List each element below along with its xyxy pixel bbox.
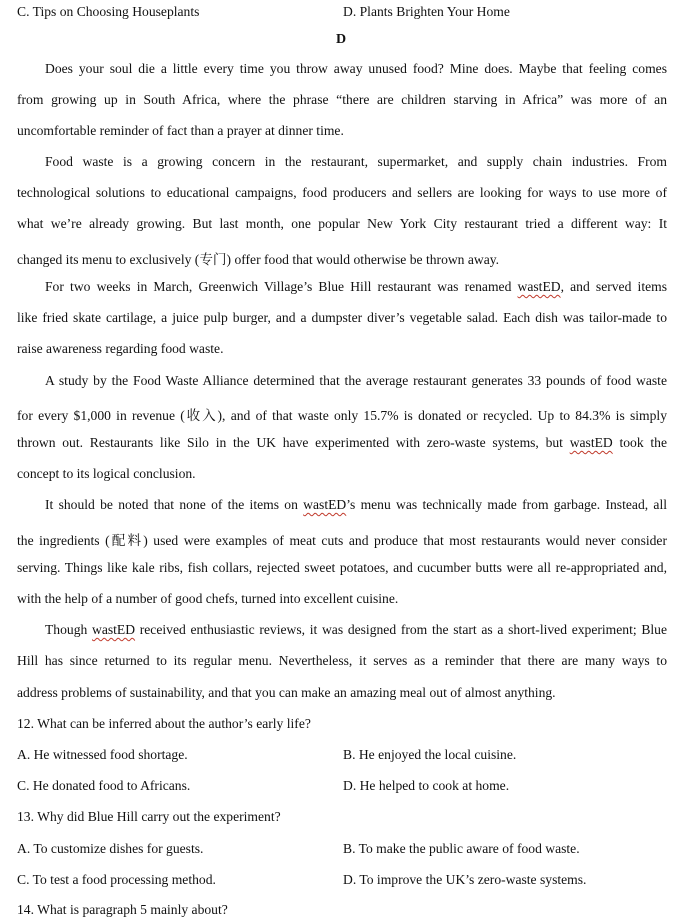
p2-line4: changed its menu to exclusively (专门) offer food that would otherwise be thrown away.	[17, 252, 500, 267]
question-12-option-a[interactable]: A. He witnessed food shortage.	[17, 747, 188, 762]
wasted-term: wastED	[92, 622, 136, 637]
p3-line1: For two weeks in March, Greenwich Village’s Blue Hill restaurant was renamed wastED, and served items	[45, 279, 667, 294]
p2-line3: what we’re already growing. But last month, one popular New York City restaurant tried a different way: It	[17, 216, 667, 231]
p5-line2: the ingredients (配料) used were examples of meat cuts and produce that most restaurants would never consider	[17, 533, 667, 548]
wasted-term: wastED	[303, 497, 347, 512]
question-12-option-d[interactable]: D. He helped to cook at home.	[343, 778, 510, 793]
p5-line3: serving. Things like kale ribs, fish collars, rejected sweet potatoes, and cucumber butts were all re-appropriated and,	[17, 560, 667, 575]
p1-line2: from growing up in South Africa, where the phrase “there are children starving in Africa” was more of an	[17, 92, 667, 107]
p2-line2: technological solutions to educational campaigns, food producers and sellers are looking for ways to use more of	[17, 185, 667, 200]
p2-line1: Food waste is a growing concern in the restaurant, supermarket, and supply chain industries. From	[45, 154, 667, 169]
p5-line1: It should be noted that none of the items on wastED’s menu was technically made from garbage. Instead, all	[45, 497, 668, 512]
p4-line3: thrown out. Restaurants like Silo in the UK have experimented with zero-waste systems, but wastED took the	[17, 435, 667, 450]
p3-line2: like fried skate cartilage, a juice pulp burger, and a dumpster diver’s vegetable salad. Each dish was tailor-made to	[17, 310, 667, 325]
p1-line3: uncomfortable reminder of fact than a prayer at dinner time.	[17, 123, 344, 138]
prev-option-c: C. Tips on Choosing Houseplants	[17, 4, 200, 19]
wasted-term: wastED	[517, 279, 561, 294]
question-13-option-a[interactable]: A. To customize dishes for guests.	[17, 841, 204, 856]
question-13-option-b[interactable]: B. To make the public aware of food waste.	[343, 841, 580, 856]
p5-line4: with the help of a number of good chefs, turned into excellent cuisine.	[17, 591, 399, 606]
section-heading: D	[336, 32, 347, 47]
prev-option-d: D. Plants Brighten Your Home	[343, 4, 510, 19]
wasted-term: wastED	[569, 435, 613, 450]
question-13-option-c[interactable]: C. To test a food processing method.	[17, 872, 216, 887]
question-12-stem: 12. What can be inferred about the author’s early life?	[17, 716, 311, 731]
p1-line1: Does your soul die a little every time you throw away unused food? Mine does. Maybe that feeling comes	[45, 61, 667, 76]
p6-line3: address problems of sustainability, and that you can make an amazing meal out of almost anything.	[17, 685, 556, 700]
question-12-option-b[interactable]: B. He enjoyed the local cuisine.	[343, 747, 517, 762]
p4-line2: for every $1,000 in revenue (收入), and of that waste only 15.7% is donated or recycled. Up to 84.3% is simply	[17, 408, 667, 423]
question-12-option-c[interactable]: C. He donated food to Africans.	[17, 778, 191, 793]
question-13-option-d[interactable]: D. To improve the UK’s zero-waste systems.	[343, 872, 587, 887]
p4-line1: A study by the Food Waste Alliance determined that the average restaurant generates 33 pounds of food waste	[45, 373, 667, 388]
p3-line3: raise awareness regarding food waste.	[17, 341, 224, 356]
question-13-stem: 13. Why did Blue Hill carry out the experiment?	[17, 809, 281, 824]
p4-line4: concept to its logical conclusion.	[17, 466, 196, 481]
p6-line2: Hill has since returned to its regular menu. Nevertheless, it serves as a reminder that there are many ways to	[17, 653, 667, 668]
question-14-stem: 14. What is paragraph 5 mainly about?	[17, 902, 228, 917]
p6-line1: Though wastED received enthusiastic reviews, it was designed from the start as a short-lived experiment; Blue	[45, 622, 668, 637]
